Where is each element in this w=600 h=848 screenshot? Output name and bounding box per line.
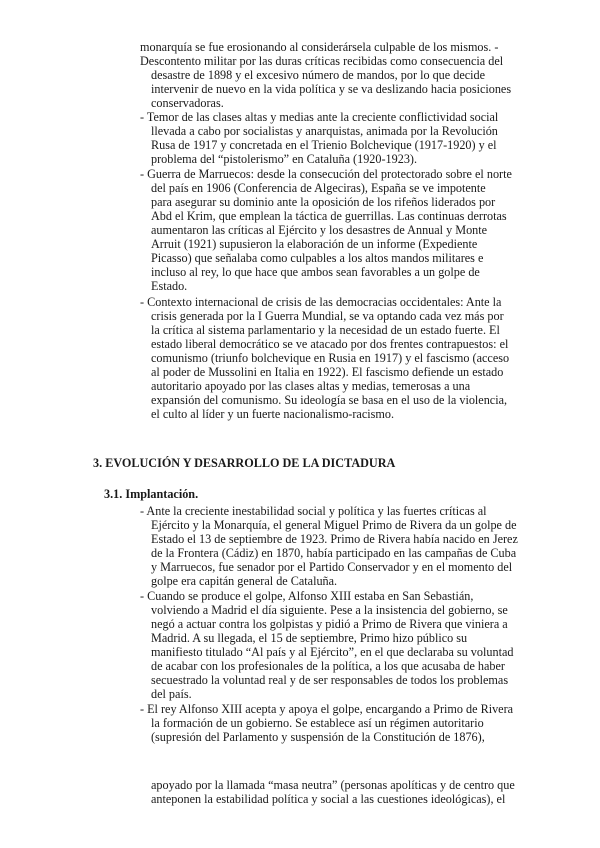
paragraph-line: Descontento militar por las duras críticas recibidas como consecuencia del <box>140 54 504 68</box>
paragraph-line: monarquía se fue erosionando al considerársela culpable de los mismos. - <box>140 40 499 54</box>
bullet-line: - Guerra de Marruecos: desde la consecución del protectorado sobre el norte <box>140 167 512 181</box>
paragraph-line: apoyado por la llamada “masa neutra” (personas apolíticas y de centro que <box>151 778 515 792</box>
bullet-line: Rusa de 1917 y concretada en el Trienio Bolchevique (1917-1920) y el <box>151 138 497 152</box>
bullet-line: crisis generada por la I Guerra Mundial, se va optando cada vez más por <box>151 309 504 323</box>
bullet-line: secuestrado la voluntad real y de ser responsables de todos los problemas <box>151 673 509 687</box>
bullet-line: Estado. <box>151 279 188 293</box>
bullet-line: problema del “pistolerismo” en Cataluña (1920-1923). <box>151 152 418 166</box>
subsection-heading: 3.1. Implantación. <box>104 487 199 501</box>
bullet-line: - Temor de las clases altas y medias ante la creciente conflictividad social <box>140 110 499 124</box>
bullet-line: estado liberal democrático se ve atacado por dos frentes contrapuestos: el <box>151 337 509 351</box>
bullet-line: Abd el Krim, que emplean la táctica de guerrillas. Las continuas derrotas <box>151 209 507 223</box>
bullet-line: Picasso) que señalaba como culpables a los altos mandos militares e <box>151 251 484 265</box>
bullet-line: - Cuando se produce el golpe, Alfonso XIII estaba en San Sebastián, <box>140 589 474 603</box>
bullet-line: expansión del comunismo. Su ideología se basa en el uso de la violencia, <box>151 393 508 407</box>
bullet-line: y Marruecos, fue senador por el Partido Conservador y en el momento del <box>151 560 513 574</box>
bullet-line: la formación de un gobierno. Se establece así un régimen autoritario <box>151 716 484 730</box>
bullet-line: del país. <box>151 687 192 701</box>
bullet-line: para asegurar su dominio ante la oposición de los rifeños liderados por <box>151 195 496 209</box>
bullet-line: incluso al rey, lo que hace que ambos sean favorables a un golpe de <box>151 265 480 279</box>
bullet-line: Madrid. A su llegada, el 15 de septiembre, Primo hizo público su <box>151 631 468 645</box>
bullet-line: - Contexto internacional de crisis de las democracias occidentales: Ante la <box>140 295 502 309</box>
bullet-line: autoritario apoyado por las clases altas y medias, temerosas a una <box>151 379 471 393</box>
bullet-line: Estado el 13 de septiembre de 1923. Primo de Rivera había nacido en Jerez <box>151 532 518 546</box>
bullet-line: de la Frontera (Cádiz) en 1870, había participado en las campañas de Cuba <box>151 546 517 560</box>
bullet-line: la crítica al sistema parlamentario y la necesidad de un estado fuerte. El <box>151 323 500 337</box>
section-heading: 3. EVOLUCIÓN Y DESARROLLO DE LA DICTADURA <box>93 456 396 470</box>
bullet-line: comunismo (triunfo bolchevique en Rusia en 1917) y el fascismo (acceso <box>151 351 510 365</box>
bullet-line: - El rey Alfonso XIII acepta y apoya el golpe, encargando a Primo de Rivera <box>140 702 514 716</box>
bullet-line: Ejército y la Monarquía, el general Miguel Primo de Rivera da un golpe de <box>151 518 517 532</box>
paragraph-line: intervenir de nuevo en la vida política y se va deslizando hacia posiciones <box>151 82 512 96</box>
bullet-line: manifiesto titulado “Al país y al Ejército”, en el que declaraba su voluntad <box>151 645 514 659</box>
bullet-line: aumentaron las críticas al Ejército y los desastres de Annual y Monte <box>151 223 488 237</box>
bullet-line: del país en 1906 (Conferencia de Algeciras), España se ve impotente <box>151 181 486 195</box>
paragraph-line: anteponen la estabilidad política y social a las cuestiones ideológicas), el <box>151 792 506 806</box>
bullet-line: - Ante la creciente inestabilidad social y política y las fuertes críticas al <box>140 504 487 518</box>
bullet-line: volviendo a Madrid el día siguiente. Pese a la insistencia del gobierno, se <box>151 603 508 617</box>
bullet-line: llevada a cabo por socialistas y anarquistas, animada por la Revolución <box>151 124 498 138</box>
paragraph-line: desastre de 1898 y el excesivo número de mandos, por lo que decide <box>151 68 486 82</box>
bullet-line: negó a actuar contra los golpistas y pidió a Primo de Rivera que viniera a <box>151 617 508 631</box>
bullet-line: (supresión del Parlamento y suspensión de la Constitución de 1876), <box>151 730 485 744</box>
bullet-line: al poder de Mussolini en Italia en 1922). El fascismo defiende un estado <box>151 365 504 379</box>
bullet-line: Arruit (1921) supusieron la elaboración de un informe (Expediente <box>151 237 478 251</box>
bullet-line: el culto al líder y un fuerte nacionalismo-racismo. <box>151 407 394 421</box>
bullet-line: de acabar con los profesionales de la política, a los que acusaba de haber <box>151 659 505 673</box>
bullet-line: golpe era capitán general de Cataluña. <box>151 574 338 588</box>
paragraph-line: conservadoras. <box>151 96 224 110</box>
